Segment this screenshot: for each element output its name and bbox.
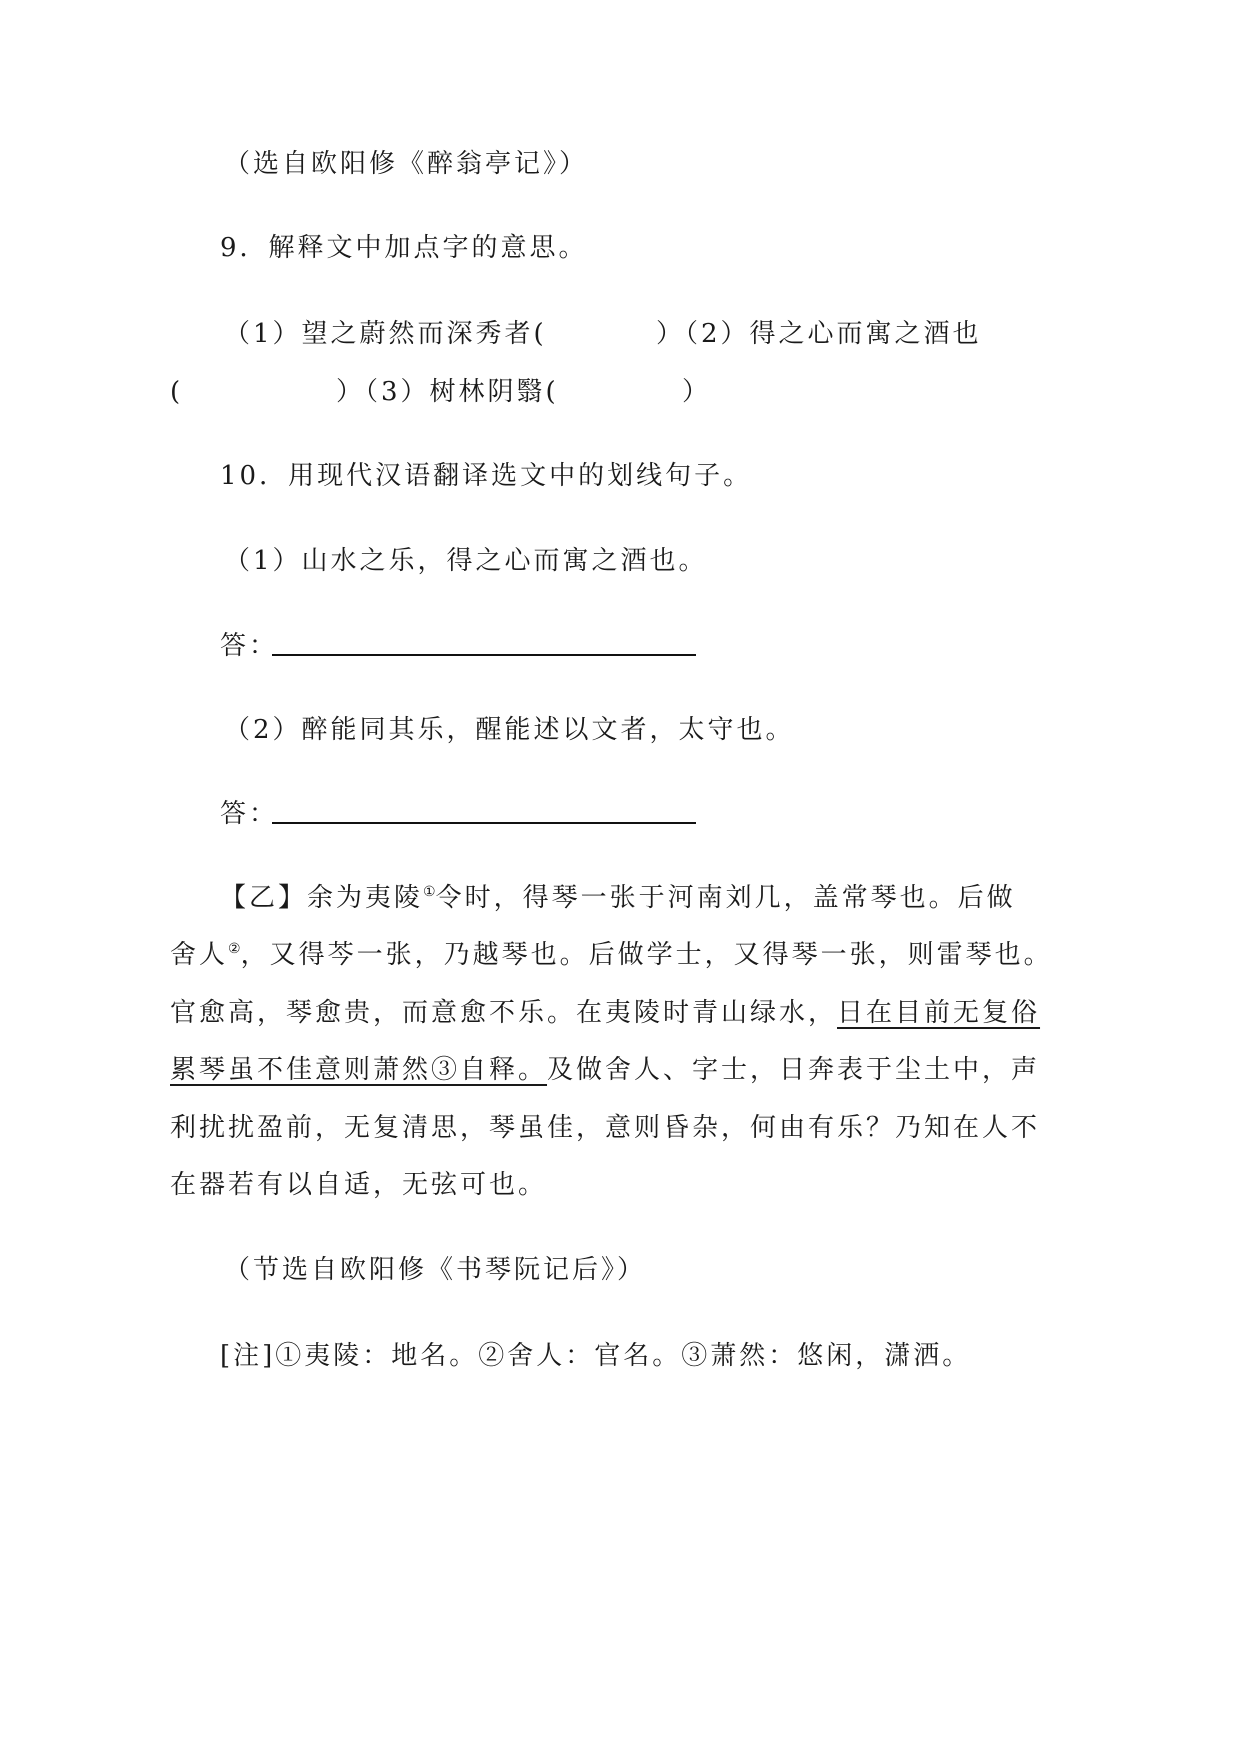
passage-b-line-2-suffix: ，又得芩一张，乃越琴也。后做学士，又得琴一张，则雷琴也。 — [240, 940, 1053, 970]
source-citation-a: （选自欧阳修《醉翁亭记》） — [224, 149, 589, 179]
annotation-notes: [注]①夷陵：地名。②舍人：官名。③萧然：悠闲，潇洒。 — [220, 1341, 972, 1371]
passage-b-line-2 — [170, 935, 1053, 975]
question-9-line-2-part-3: ） — [682, 377, 712, 407]
answer-line-1[interactable] — [272, 654, 696, 656]
question-10-item-1: （1）山水之乐，得之心而寓之酒也。 — [224, 546, 708, 576]
passage-b-line-4 — [170, 1050, 1040, 1090]
underlined-sentence-part-1: 日在目前无复俗 — [837, 998, 1041, 1028]
answer-label-2: 答： — [220, 799, 279, 829]
question-10-item-2: （2）醉能同其乐，醒能述以文者，太守也。 — [224, 715, 795, 745]
passage-b-line-3-plain: 官愈高，琴愈贵，而意愈不乐。在夷陵时青山绿水， — [170, 998, 838, 1028]
source-citation-b: （节选自欧阳修《书琴阮记后》） — [224, 1255, 647, 1285]
passage-b-line-2-prefix: 舍人 — [170, 940, 229, 970]
passage-b-line-1 — [220, 878, 1016, 918]
question-9-stem: 9．解释文中加点字的意思。 — [220, 233, 588, 263]
answer-label-1: 答： — [220, 631, 279, 661]
underlined-sentence-part-2: 累琴虽不佳意则萧然③自释。 — [170, 1055, 548, 1085]
passage-b-line-4-plain: 及做舍人、字士，日奔表于尘土中，声 — [547, 1055, 1041, 1085]
note-marker-2: ② — [228, 941, 241, 957]
passage-b-line-5: 利扰扰盈前，无复清思，琴虽佳，意则昏杂，何由有乐？乃知在人不 — [170, 1113, 1041, 1143]
passage-b-line-6: 在器若有以自适，无弦可也。 — [170, 1170, 548, 1200]
passage-b-line-1-prefix: 【乙】余为夷陵 — [220, 883, 424, 913]
passage-b-line-3 — [170, 993, 1040, 1033]
question-9-line-2-part-2: ）（3）树林阴翳( — [336, 377, 559, 407]
question-9-line-1-part-1: （1）望之蔚然而深秀者( — [224, 319, 547, 349]
note-marker-1: ① — [423, 884, 436, 900]
question-9-line-2-part-1: ( — [170, 377, 184, 407]
answer-line-2[interactable] — [272, 822, 696, 824]
passage-b-line-1-suffix: 令时，得琴一张于河南刘几，盖常琴也。后做 — [435, 883, 1016, 913]
question-10-stem: 10．用现代汉语翻译选文中的划线句子。 — [220, 461, 753, 491]
question-9-line-1-part-2: ）（2）得之心而寓之酒也 — [656, 319, 982, 349]
